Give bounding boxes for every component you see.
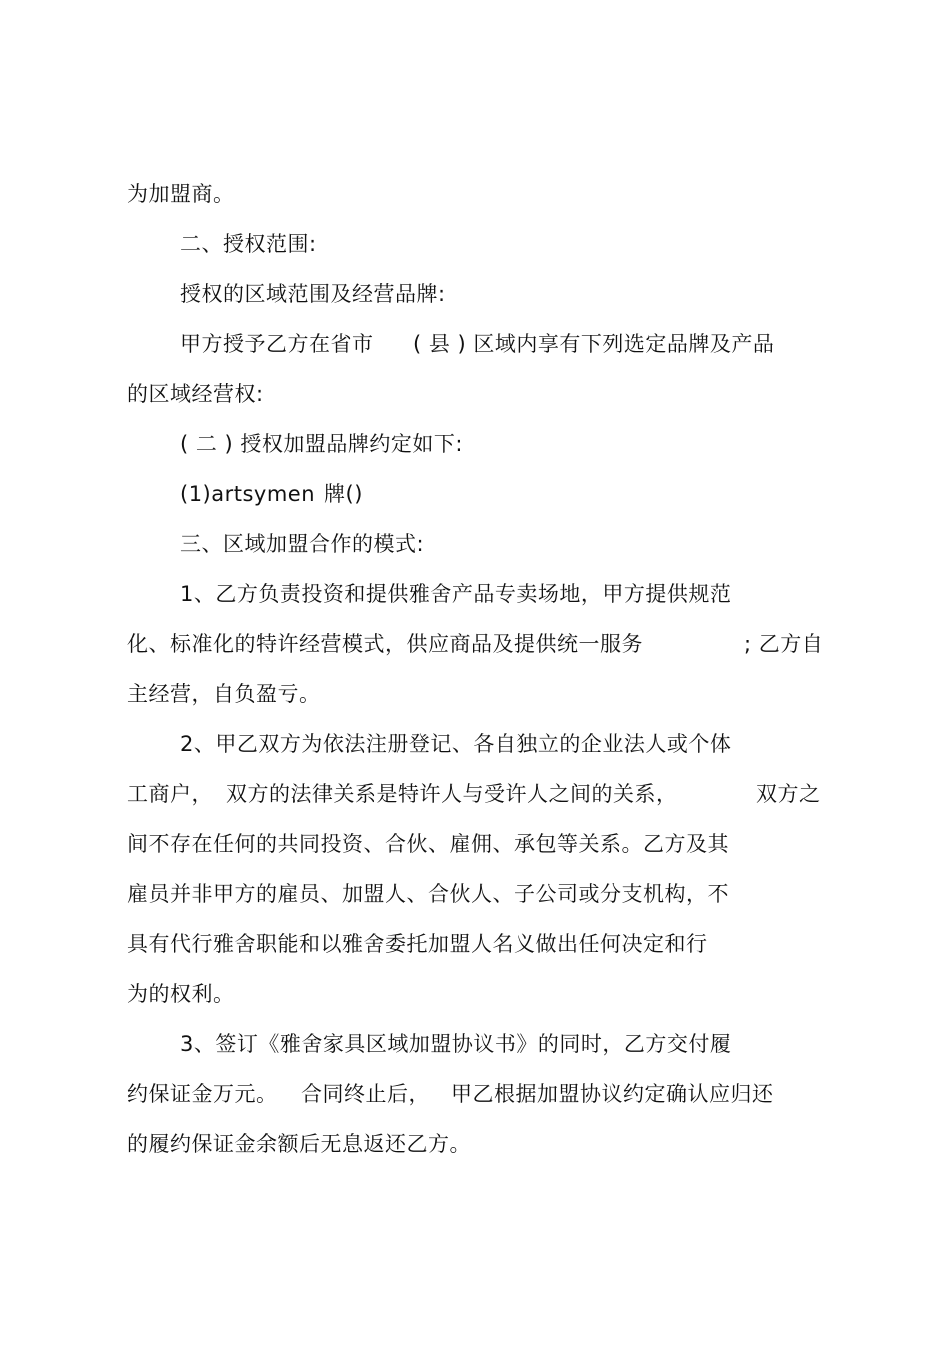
section-heading: ( 二 ) 授权加盟品牌约定如下: (180, 432, 463, 456)
section-heading: 二、授权范围: (180, 232, 317, 256)
text-line: 甲乙根据加盟协议约定确认应归还 (451, 1082, 774, 1106)
text-line: 1、乙方负责投资和提供雅舍产品专卖场地，甲方提供规范 (180, 582, 732, 606)
text-line: 雇员并非甲方的雇员、加盟人、合伙人、子公司或分支机构，不 (127, 882, 729, 906)
text-line: ; 乙方自 (744, 632, 824, 656)
text-line: 具有代行雅舍职能和以雅舍委托加盟人名义做出任何决定和行 (127, 932, 708, 956)
text-line: 的履约保证金余额后无息返还乙方。 (127, 1132, 471, 1156)
text-line: 牌() (324, 482, 363, 506)
text-line: 为加盟商。 (127, 182, 235, 206)
text-line: 甲方授予乙方在省市 (180, 332, 374, 356)
text-line: 为的权利。 (127, 982, 235, 1006)
text-line: 双方之 (756, 782, 821, 806)
text-line: (1)artsymen (180, 482, 316, 506)
text-line: 主经营，自负盈亏。 (127, 682, 321, 706)
text-line: 化、标准化的特许经营模式，供应商品及提供统一服务 (127, 632, 643, 656)
text-line: 2、甲乙双方为依法注册登记、各自独立的企业法人或个体 (180, 732, 732, 756)
text-line: 3、签订《雅舍家具区域加盟协议书》的同时，乙方交付履 (180, 1032, 732, 1056)
text-line: 的区域经营权: (127, 382, 264, 406)
text-line: 约保证金万元。 (127, 1082, 278, 1106)
text-line: ( 县 ) 区域内享有下列选定品牌及产品 (413, 332, 775, 356)
text-line: 间不存在任何的共同投资、合伙、雇佣、承包等关系。乙方及其 (127, 832, 729, 856)
text-line: 双方的法律关系是特许人与受许人之间的关系， (226, 782, 678, 806)
text-line: 授权的区域范围及经营品牌: (180, 282, 446, 306)
text-line: 合同终止后， (301, 1082, 430, 1106)
section-heading: 三、区域加盟合作的模式: (180, 532, 425, 556)
text-line: 工商户， (127, 782, 213, 806)
